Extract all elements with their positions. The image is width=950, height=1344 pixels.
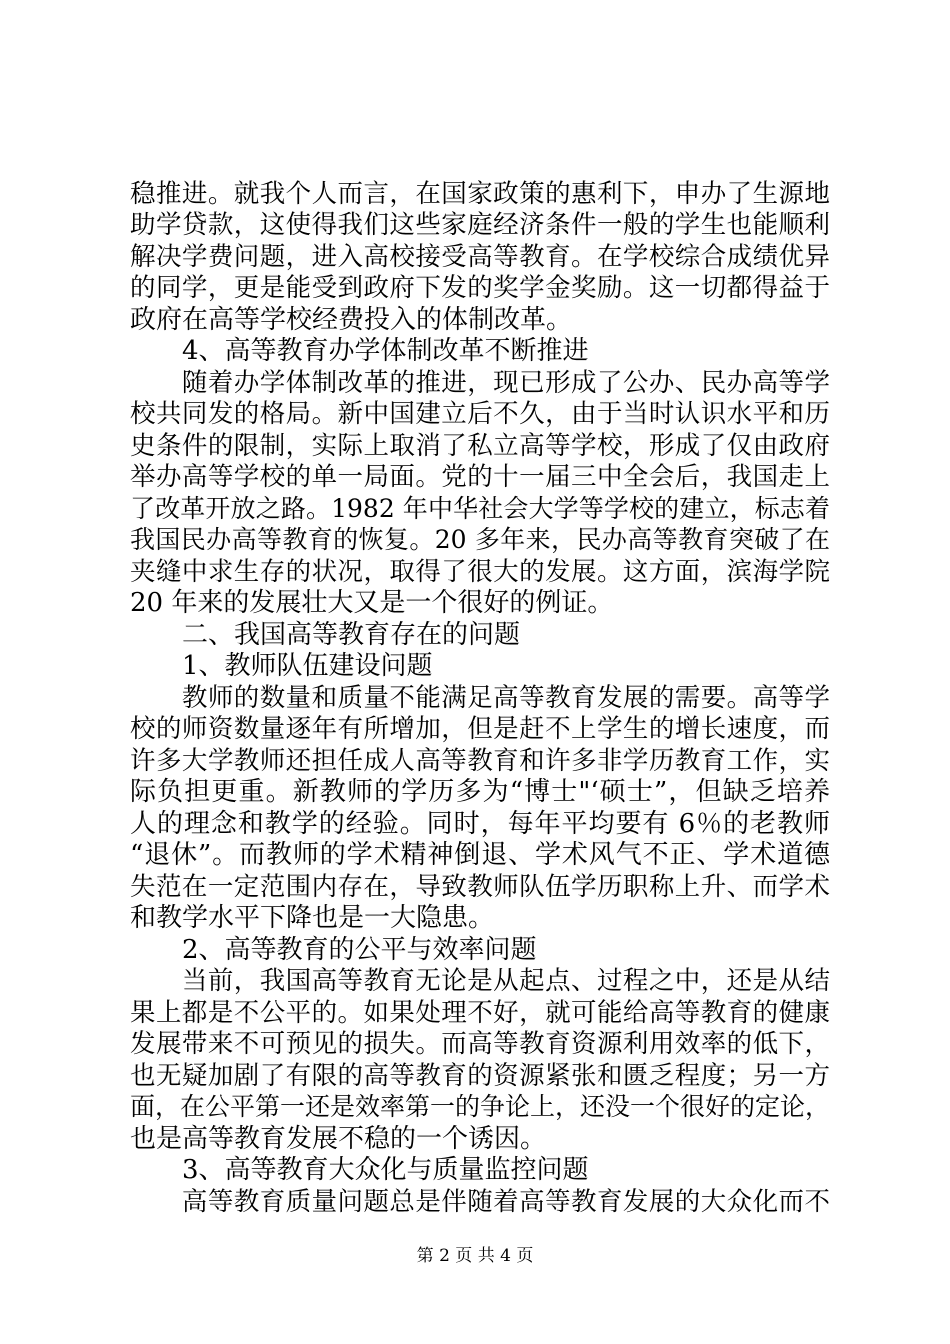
- text-line: 史条件的限制，实际上取消了私立高等学校，形成了仅由政府: [130, 431, 830, 461]
- section-heading: 二、我国高等教育存在的问题: [130, 620, 521, 650]
- text-line: 20 年来的发展壮大又是一个很好的例证。: [130, 588, 614, 618]
- text-line: 际负担更重。新教师的学历多为“博士"‘硕士”，但缺乏培养: [130, 777, 830, 807]
- section-heading: 4、高等教育办学体制改革不断推进: [130, 336, 589, 366]
- section-heading: 3、高等教育大众化与质量监控问题: [130, 1155, 589, 1185]
- text-line: “退休”。而教师的学术精神倒退、学术风气不正、学术道德: [130, 840, 830, 870]
- text-line: 当前，我国高等教育无论是从起点、过程之中，还是从结: [130, 966, 830, 996]
- text-line: 失范在一定范围内存在，导致教师队伍学历职称上升、而学术: [130, 872, 830, 902]
- page-footer: 第 2 页 共 4 页: [416, 1246, 534, 1266]
- text-line: 解决学费问题，进入高校接受高等教育。在学校综合成绩优异: [130, 242, 830, 272]
- text-line: 教师的数量和质量不能满足高等教育发展的需要。高等学: [130, 683, 830, 713]
- section-heading: 1、教师队伍建设问题: [130, 651, 433, 681]
- text-line: 夹缝中求生存的状况，取得了很大的发展。这方面，滨海学院: [130, 557, 830, 587]
- text-line: 我国民办高等教育的恢复。20 多年来，民办高等教育突破了在: [130, 525, 830, 554]
- text-line: 人的理念和教学的经验。同时，每年平均要有 6％的老教师: [130, 809, 830, 839]
- text-line: 高等教育质量问题总是伴随着高等教育发展的大众化而不: [130, 1187, 830, 1217]
- section-heading: 2、高等教育的公平与效率问题: [130, 935, 537, 965]
- text-line: 果上都是不公平的。如果处理不好，就可能给高等教育的健康: [130, 998, 830, 1028]
- text-line: 助学贷款，这使得我们这些家庭经济条件一般的学生也能顺利: [130, 210, 830, 240]
- text-line: 稳推进。就我个人而言，在国家政策的惠利下，申办了生源地: [130, 179, 830, 209]
- text-line: 的同学，更是能受到政府下发的奖学金奖励。这一切都得益于: [130, 273, 830, 303]
- text-line: 发展带来不可预见的损失。而高等教育资源利用效率的低下，: [130, 1029, 830, 1059]
- text-line: 许多大学教师还担任成人高等教育和许多非学历教育工作，实: [130, 746, 830, 776]
- text-line: 政府在高等学校经费投入的体制改革。: [130, 305, 573, 335]
- text-line: 也无疑加剧了有限的高等教育的资源紧张和匮乏程度；另一方: [130, 1061, 830, 1091]
- text-line: 校共同发的格局。新中国建立后不久，由于当时认识水平和历: [130, 399, 830, 429]
- text-line: 举办高等学校的单一局面。党的十一届三中全会后，我国走上: [130, 462, 830, 492]
- text-line: 也是高等教育发展不稳的一个诱因。: [130, 1124, 547, 1154]
- text-line: 了改革开放之路。1982 年中华社会大学等学校的建立，标志着: [130, 494, 830, 523]
- text-line: 面，在公平第一还是效率第一的争论上，还没一个很好的定论，: [130, 1092, 831, 1121]
- text-line: 和教学水平下降也是一大隐患。: [130, 903, 495, 933]
- text-line: 校的师资数量逐年有所增加，但是赶不上学生的增长速度，而: [130, 714, 830, 744]
- text-line: 随着办学体制改革的推进，现已形成了公办、民办高等学: [130, 368, 830, 398]
